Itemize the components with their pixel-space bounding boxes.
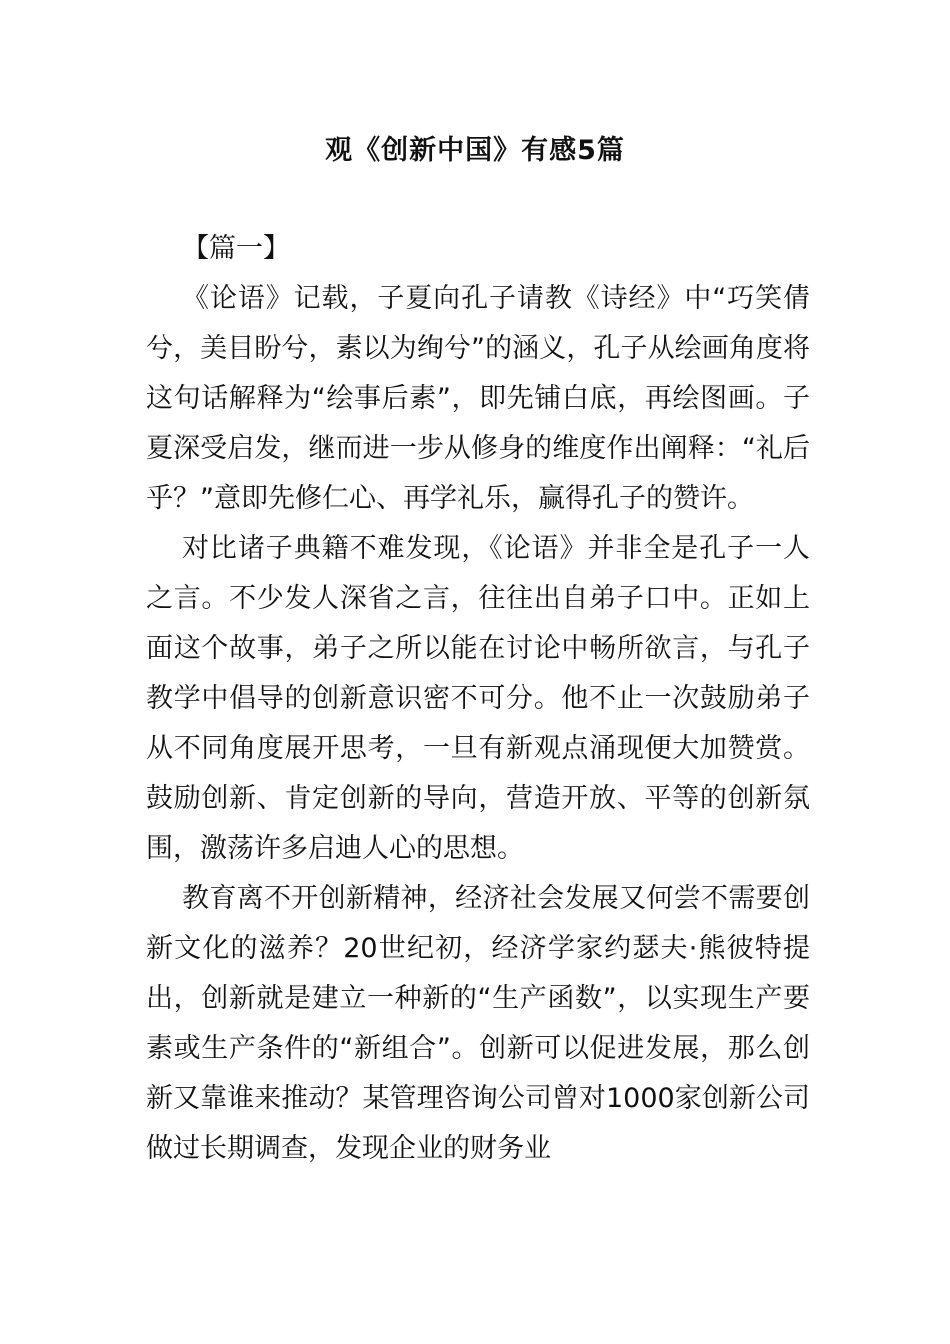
- paragraph-1: 《论语》记载，子夏向孔子请教《诗经》中“巧笑倩兮，美目盼兮，素以为绚兮”的涵义，孔子从绘画角度将这句话解释为“绘事后素”，即先铺白底，再绘图画。子夏深受启发，继而进一步从修身的维度作出阐释：“礼后乎？”意即先修仁心、再学礼乐，赢得孔子的赞许。: [146, 283, 810, 514]
- document-body: [146, 224, 810, 1174]
- paragraph-2: 对比诸子典籍不难发现，《论语》并非全是孔子一人之言。不少发人深省之言，往往出自弟子口中。正如上面这个故事，弟子之所以能在讨论中畅所欲言，与孔子教学中倡导的创新意识密不可分。他不止一次鼓励弟子从不同角度展开思考，一旦有新观点涌现便大加赞赏。鼓励创新、肯定创新的导向，营造开放、平等的创新氛围，激荡许多启迪人心的思想。: [146, 533, 810, 864]
- paragraph-3: 教育离不开创新精神，经济社会发展又何尝不需要创新文化的滋养？20世纪初，经济学家约瑟夫·熊彼特提出，创新就是建立一种新的“生产函数”，以实现生产要素或生产条件的“新组合”。创新可以促进发展，那么创新又靠谁来推动？某管理咨询公司曾对1000家创新公司做过长期调查，发现企业的财务业: [146, 883, 810, 1164]
- section-label: 【篇一】: [182, 233, 290, 264]
- document-title: 观《创新中国》有感5篇: [325, 135, 625, 166]
